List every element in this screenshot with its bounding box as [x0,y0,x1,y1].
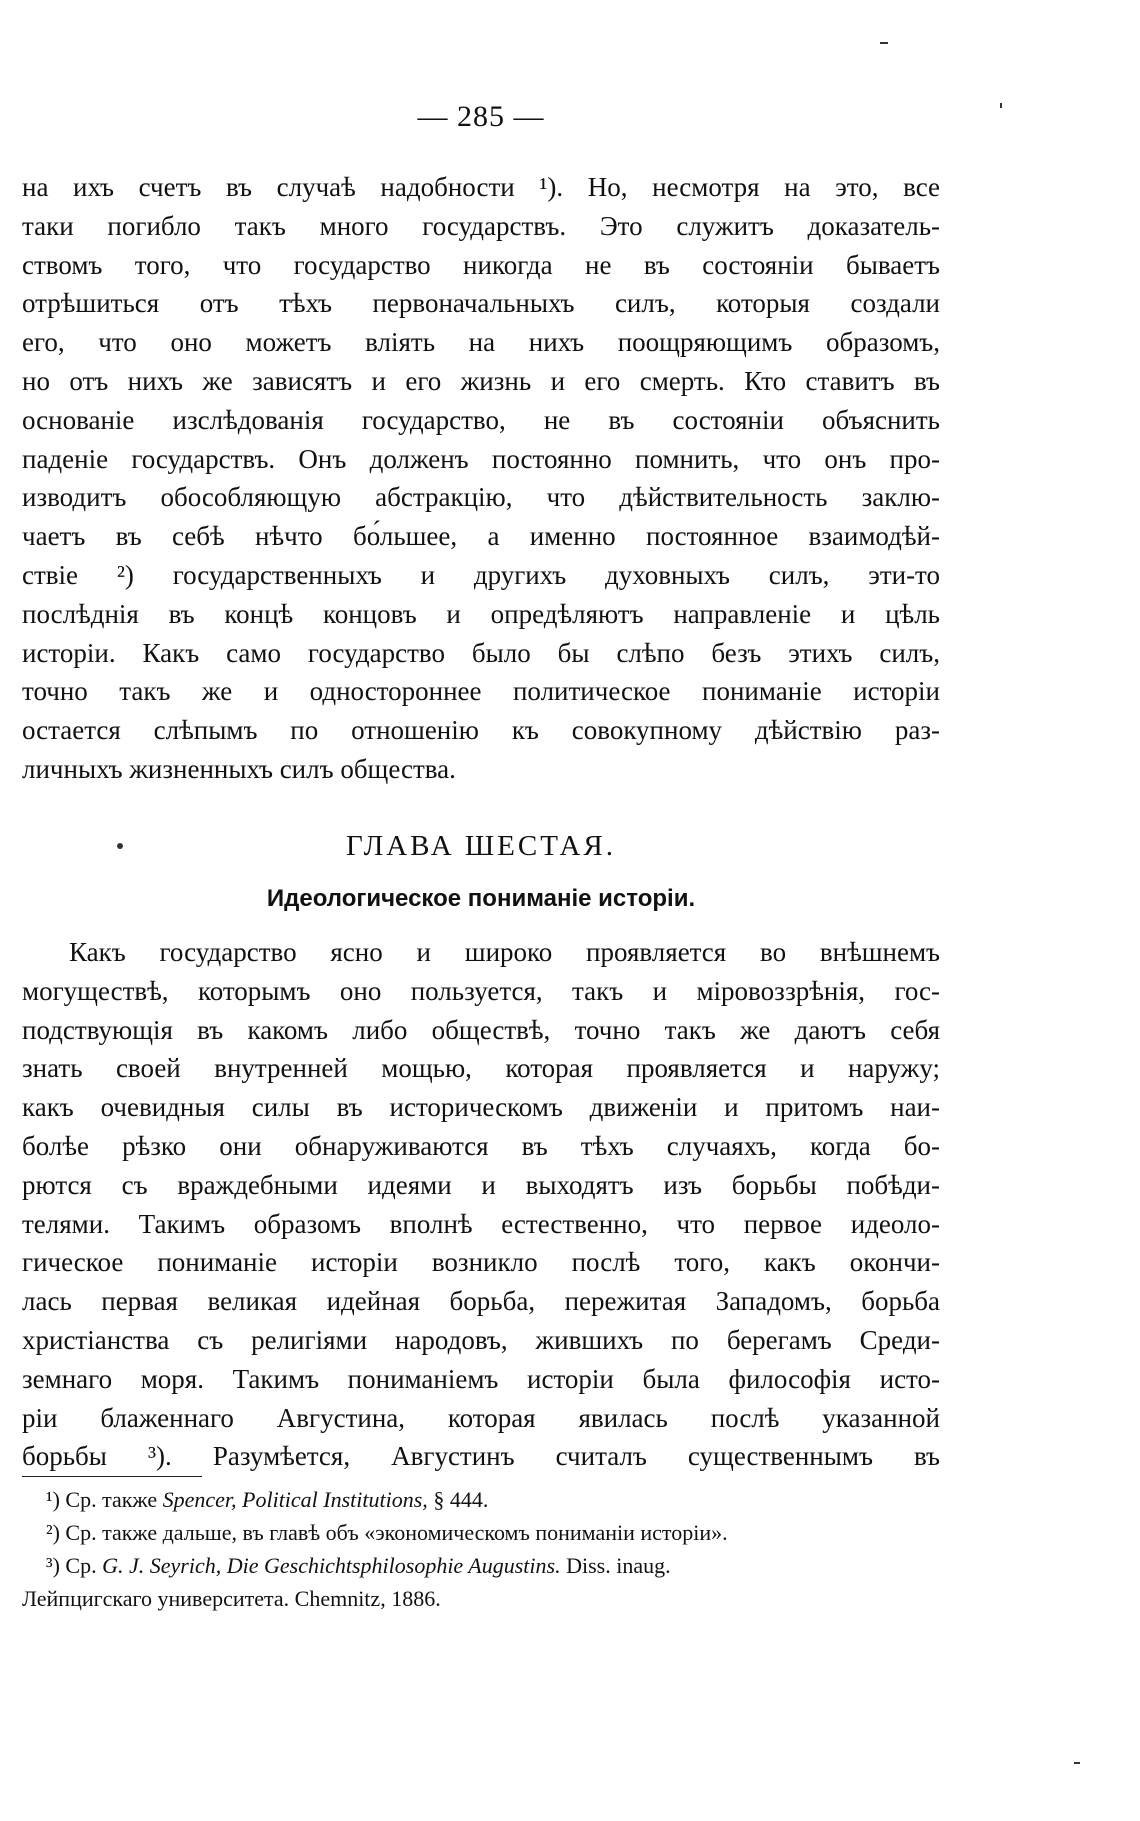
page-number: — 285 — [417,100,545,133]
text-line: чаетъ въ себѣ нѣчто бо́льшее, а именно постоянное взаимодѣй- [22,521,940,552]
footnote-work: Political Institutions, [242,1487,428,1512]
paragraph-chapter-start [22,933,940,1476]
footnote-3 [22,1549,940,1582]
text-line: земнаго моря. Такимъ пониманiемъ исторiи была философiя исто- [22,1363,940,1394]
text-line: паденiе государствъ. Онъ долженъ постоянно помнить, что онъ про- [22,443,940,474]
footnote-2 [22,1516,940,1549]
footnote-1 [22,1483,940,1516]
text-line: изводитъ обособляющую абстракцiю, что дѣйствительность заклю- [22,482,940,513]
footnote-mark: ³) [46,1553,60,1578]
footnotes [22,1483,940,1615]
text-line: послѣднiя въ концѣ концовъ и опредѣляютъ направленiе и цѣль [22,598,940,629]
text-line: телями. Такимъ образомъ вполнѣ естественно, что первое идеоло- [22,1208,940,1239]
text-line: остается слѣпымъ по отношенiю къ совокупному дѣйствiю раз- [22,715,940,746]
footnote-mark: ²) [46,1520,60,1545]
footnote-prefix: Ср. также [65,1487,158,1512]
text-line: христiанства съ религiями народовъ, жившихъ по берегамъ Среди- [22,1324,940,1355]
footnote-rest: Diss. inaug. [566,1553,671,1578]
scan-speck [117,843,123,849]
text-line: основанiе изслѣдованiя государство, не въ состояніи объяснить [22,404,940,435]
text-line: могуществѣ, которымъ оно пользуется, такъ и мiровоззрѣнiя, гос- [22,975,940,1006]
text-line: таки погибло такъ много государствъ. Это служитъ доказатель- [22,210,940,241]
text-line: борьбы ³). Разумѣется, Августинъ считалъ существеннымъ въ [22,1441,940,1472]
text-line: болѣе рѣзко они обнаруживаются въ тѣхъ случаяхъ, когда бо- [22,1130,940,1161]
text-line: его, что оно можетъ влiять на нихъ поощряющимъ образомъ, [22,327,940,358]
text-line: знать своей внутренней мощью, которая проявляется и наружу; [22,1053,940,1084]
text-line: исторiи. Какъ само государство было бы слѣпо безъ этихъ силъ, [22,637,940,668]
chapter-subtitle: Идеологическое пониманiе исторiи. [266,885,696,912]
text-line: Какъ государство ясно и широко проявляется во внѣшнемъ [69,937,940,967]
text-line: на ихъ счетъ въ случаѣ надобности ¹). Но, несмотря на это, все [22,172,940,202]
text-line: отрѣшиться отъ тѣхъ первоначальныхъ силъ, которыя создали [22,288,940,319]
footnote-3-continuation: Лейпцигскаго университета. Chemnitz, 1886. [22,1586,441,1611]
footnote-mark: ¹) [46,1487,60,1512]
text-line: личныхъ жизненныхъ силъ общества. [22,753,456,784]
text-line: ствiе ²) государственныхъ и другихъ духовныхъ силъ, эти-то [22,559,940,590]
text-line: подствующiя въ какомъ либо обществѣ, точно такъ же даютъ себя [22,1014,940,1045]
footnote-work: Die Geschichtsphilosophie Augustins. [226,1553,561,1578]
footnote-author: G. J. Seyrich, [102,1553,222,1578]
text-line: рiи блаженнаго Августина, которая явилась послѣ указанной [22,1402,940,1433]
footnote-divider [22,1476,202,1477]
text-line: лась первая великая идейная борьба, пережитая Западомъ, борьба [22,1286,940,1317]
text-line: ствомъ того, что государство никогда не въ состояніи бываетъ [22,249,940,280]
scan-speck [1000,103,1002,108]
scan-speck [880,42,888,44]
text-line: какъ очевидныя силы въ историческомъ движенiи и притомъ наи- [22,1092,940,1123]
footnote-text: Ср. также дальше, въ главѣ объ «экономическомъ пониманiи исторiи». [65,1520,728,1545]
text-line: рются съ враждебными идеями и выходятъ изъ борьбы побѣди- [22,1169,940,1200]
footnote-author: Spencer, [162,1487,237,1512]
paragraph-continued [22,168,940,789]
text-line: точно такъ же и одностороннее политическое пониманiе исторiи [22,676,940,707]
text-line: гическое пониманiе исторiи возникло послѣ того, какъ окончи- [22,1247,940,1278]
footnote-rest: § 444. [433,1487,489,1512]
footnote-prefix: Ср. [65,1553,97,1578]
scan-speck [1074,1762,1080,1764]
text-line: но отъ нихъ же зависятъ и его жизнь и его смерть. Кто ставитъ въ [22,365,940,396]
chapter-title: ГЛАВА ШЕСТАЯ. [345,830,617,862]
